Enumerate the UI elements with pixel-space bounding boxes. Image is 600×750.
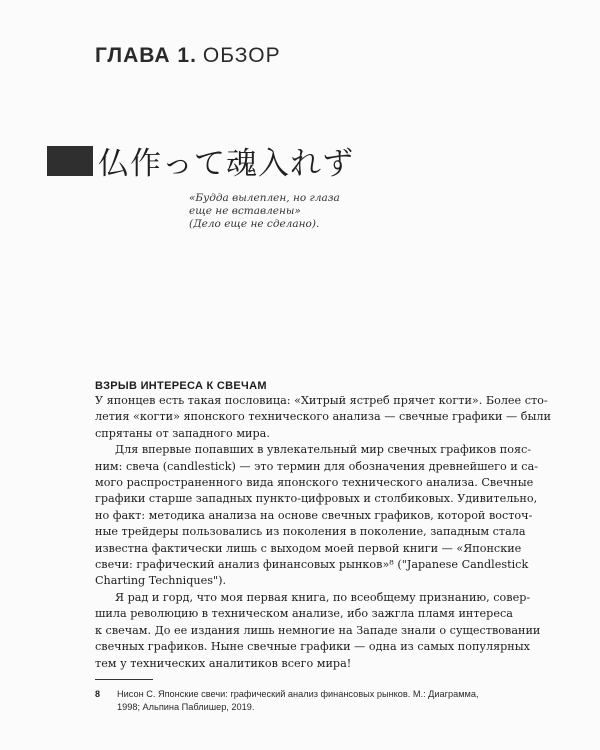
body-line: ним: свеча (candlestick) — это термин для обозначения древнейшего и са- [95,459,539,473]
footnote-line: Нисон С. Японские свечи: графический анализ финансовых рынков. М.: Диаграмма, [117,689,479,699]
footnote-text [117,688,517,714]
footnote-divider [95,679,153,680]
body-line: ные трейдеры пользовались из поколения в поколение, западным стала [95,525,526,539]
body-line: спрятаны от западного мира. [95,426,270,440]
body-line: Для впервые попавших в увлекательный мир свечных графиков пояс- [115,443,532,457]
body-line: Charting Techniques"). [95,574,227,588]
body-line: графики старше западных пункто-цифровых и столбиковых. Удивительно, [95,492,538,506]
section-heading: ВЗРЫВ ИНТЕРЕСА К СВЕЧАМ [95,380,267,392]
epigraph [189,192,379,231]
body-line: к свечам. До ее издания лишь немногие на Западе знали о существовании [95,623,541,637]
body-text [95,393,551,672]
epigraph-line: (Дело еще не сделано). [189,218,320,230]
body-line: шила революцию в техническом анализе, ибо зажгла пламя интереса [95,607,513,621]
chapter-label: ГЛАВА 1. [95,44,197,67]
proverb-marker-bar [47,146,93,176]
body-line: тем у технических аналитиков всего мира! [95,656,352,670]
epigraph-line: «Будда вылеплен, но глаза [189,192,340,204]
footnote-number: 8 [95,689,101,699]
body-line: свечи: графический анализ финансовых рынков»⁸ ("Japanese Candlestick [95,558,529,572]
body-line: летия «когти» японского технического анализа — свечные графики — были [95,410,551,424]
body-line: У японцев есть такая пословица: «Хитрый ястреб прячет когти». Более сто- [95,394,548,407]
body-line: Я рад и горд, что моя первая книга, по всеобщему признанию, совер- [115,590,531,604]
epigraph-line: еще не вставлены» [189,205,301,217]
body-line: свечных графиков. Ныне свечные графики — одна из самых популярных [95,640,530,654]
chapter-heading [95,44,281,68]
body-line: мого распространенного вида японского технического анализа. Свечные [95,476,534,490]
body-line: но факт: методика анализа на основе свечных графиков, которой восточ- [95,508,533,522]
chapter-title: ОБЗОР [202,44,281,67]
body-line: известна фактически лишь с выходом моей первой книги — «Японские [95,541,522,555]
japanese-proverb: 仏作って魂入れず [98,146,354,182]
footnote-line: 1998; Альпина Паблишер, 2019. [117,702,255,712]
